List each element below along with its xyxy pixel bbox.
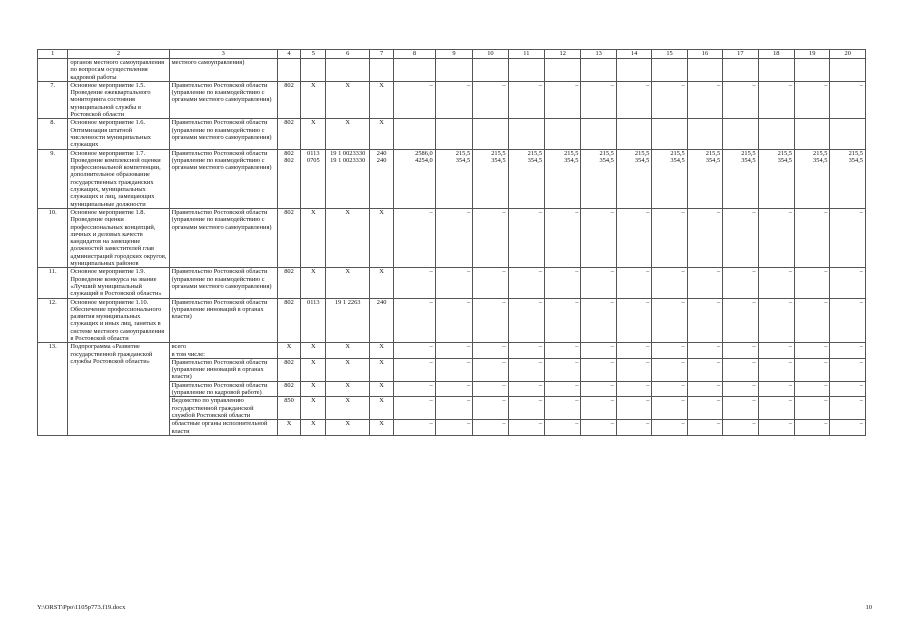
row-number-cell: 12. bbox=[38, 298, 68, 343]
executor-cell: Правительство Ростовской области (управление по кадровой работе) bbox=[169, 381, 277, 397]
amount-cell: 215,5 354,5 bbox=[758, 149, 794, 208]
amount-cell: – bbox=[616, 298, 651, 343]
amount-cell bbox=[652, 119, 687, 149]
amount-cell: – bbox=[723, 208, 758, 267]
amount-cell: – bbox=[473, 298, 508, 343]
amount-cell: – bbox=[830, 343, 866, 359]
column-number-header: 7 bbox=[369, 50, 393, 59]
amount-cell: – bbox=[616, 208, 651, 267]
amount-cell: 215,5 354,5 bbox=[830, 149, 866, 208]
table-row bbox=[38, 149, 866, 208]
amount-cell: – bbox=[795, 81, 830, 118]
executor-cell: Правительство Ростовской области (управление по взаимодействию с органами местного самоуправления) bbox=[169, 268, 277, 298]
target-article-cell: Х bbox=[326, 381, 370, 397]
amount-cell: – bbox=[581, 298, 616, 343]
target-article-cell: Х bbox=[326, 397, 370, 420]
column-number-header: 17 bbox=[723, 50, 758, 59]
amount-cell: – bbox=[435, 208, 472, 267]
amount-cell bbox=[758, 119, 794, 149]
amount-cell: – bbox=[394, 81, 436, 118]
amount-cell: – bbox=[473, 268, 508, 298]
empty-cell bbox=[277, 59, 300, 82]
row-number-cell: 7. bbox=[38, 81, 68, 118]
target-article-cell: Х bbox=[326, 119, 370, 149]
amount-cell: – bbox=[508, 397, 544, 420]
amount-cell: – bbox=[616, 343, 651, 359]
amount-cell: – bbox=[394, 343, 436, 359]
amount-cell: – bbox=[652, 420, 687, 436]
amount-cell: – bbox=[723, 81, 758, 118]
amount-cell: – bbox=[435, 358, 472, 381]
budget-code-cell: 802 bbox=[277, 119, 300, 149]
amount-cell bbox=[545, 119, 581, 149]
amount-cell: – bbox=[394, 298, 436, 343]
column-number-header: 1 bbox=[38, 50, 68, 59]
amount-cell bbox=[435, 119, 472, 149]
amount-cell: 215,5 354,5 bbox=[652, 149, 687, 208]
section-code-cell: 0113 bbox=[301, 298, 326, 343]
amount-cell: – bbox=[616, 420, 651, 436]
amount-cell: – bbox=[758, 298, 794, 343]
section-code-cell: Х bbox=[301, 358, 326, 381]
amount-cell: – bbox=[795, 298, 830, 343]
amount-cell: – bbox=[508, 298, 544, 343]
budget-code-cell: 850 bbox=[277, 397, 300, 420]
table-row bbox=[38, 208, 866, 267]
amount-cell bbox=[723, 119, 758, 149]
amount-cell: – bbox=[758, 381, 794, 397]
empty-cell bbox=[473, 59, 508, 82]
measure-name-cell: Основное мероприятие 1.6. Оптимизация штатной численности муниципальных служащих bbox=[68, 119, 169, 149]
column-number-header: 3 bbox=[169, 50, 277, 59]
amount-cell: – bbox=[581, 397, 616, 420]
amount-cell: – bbox=[581, 343, 616, 359]
amount-cell: – bbox=[758, 420, 794, 436]
column-number-header: 10 bbox=[473, 50, 508, 59]
amount-cell: – bbox=[545, 420, 581, 436]
column-number-row bbox=[38, 50, 866, 59]
executor-cell: областные органы исполнительной власти bbox=[169, 420, 277, 436]
amount-cell: – bbox=[545, 381, 581, 397]
expense-type-cell: 240 240 bbox=[369, 149, 393, 208]
empty-cell bbox=[723, 59, 758, 82]
column-number-header: 14 bbox=[616, 50, 651, 59]
amount-cell: – bbox=[687, 397, 722, 420]
amount-cell: – bbox=[758, 358, 794, 381]
amount-cell: – bbox=[652, 397, 687, 420]
amount-cell: – bbox=[435, 298, 472, 343]
column-number-header: 11 bbox=[508, 50, 544, 59]
empty-cell bbox=[545, 59, 581, 82]
measure-name-cell: органов местного самоуправления по вопросам осуществления кадровой работы bbox=[68, 59, 169, 82]
column-number-header: 13 bbox=[581, 50, 616, 59]
amount-cell: – bbox=[652, 358, 687, 381]
amount-cell: – bbox=[508, 358, 544, 381]
section-code-cell: Х bbox=[301, 343, 326, 359]
amount-cell: – bbox=[508, 381, 544, 397]
target-article-cell: 19 1 0023330 19 1 0023330 bbox=[326, 149, 370, 208]
executor-cell: Правительство Ростовской области (управление по взаимодействию с органами местного самоуправления) bbox=[169, 119, 277, 149]
empty-cell bbox=[758, 59, 794, 82]
empty-cell bbox=[508, 59, 544, 82]
amount-cell: – bbox=[581, 268, 616, 298]
amount-cell: – bbox=[473, 397, 508, 420]
amount-cell: – bbox=[652, 298, 687, 343]
amount-cell: – bbox=[687, 298, 722, 343]
section-code-cell: Х bbox=[301, 208, 326, 267]
executor-cell: Правительство Ростовской области (управление по взаимодействию с органами местного самоуправления) bbox=[169, 208, 277, 267]
amount-cell: – bbox=[394, 268, 436, 298]
amount-cell: – bbox=[687, 420, 722, 436]
amount-cell: 215,5 354,5 bbox=[795, 149, 830, 208]
target-article-cell: Х bbox=[326, 358, 370, 381]
executor-cell: Правительство Ростовской области (управление по взаимодействию с органами местного самоуправления) bbox=[169, 81, 277, 118]
executor-cell: Правительство Ростовской области (управление по взаимодействию с органами местного самоуправления) bbox=[169, 149, 277, 208]
table-row bbox=[38, 298, 866, 343]
expense-type-cell: Х bbox=[369, 81, 393, 118]
amount-cell bbox=[616, 119, 651, 149]
column-number-header: 9 bbox=[435, 50, 472, 59]
amount-cell: – bbox=[723, 420, 758, 436]
target-article-cell: Х bbox=[326, 268, 370, 298]
amount-cell: – bbox=[723, 343, 758, 359]
empty-cell bbox=[326, 59, 370, 82]
section-code-cell: Х bbox=[301, 119, 326, 149]
expense-type-cell: Х bbox=[369, 119, 393, 149]
column-number-header: 4 bbox=[277, 50, 300, 59]
expense-type-cell: Х bbox=[369, 343, 393, 359]
amount-cell: – bbox=[758, 81, 794, 118]
amount-cell: – bbox=[394, 397, 436, 420]
budget-code-cell: 802 bbox=[277, 81, 300, 118]
measure-name-cell: Основное мероприятие 1.9. Проведение конкурса на звание «Лучший муниципальный служащий в Ростовской области» bbox=[68, 268, 169, 298]
empty-cell bbox=[687, 59, 722, 82]
expense-type-cell: Х bbox=[369, 397, 393, 420]
budget-code-cell: 802 bbox=[277, 358, 300, 381]
amount-cell bbox=[687, 119, 722, 149]
expense-type-cell: Х bbox=[369, 381, 393, 397]
column-number-header: 18 bbox=[758, 50, 794, 59]
amount-cell: – bbox=[687, 208, 722, 267]
table-row bbox=[38, 268, 866, 298]
expense-type-cell: Х bbox=[369, 268, 393, 298]
amount-cell: – bbox=[830, 268, 866, 298]
amount-cell: – bbox=[723, 397, 758, 420]
budget-code-cell: Х bbox=[277, 420, 300, 436]
budget-code-cell: Х bbox=[277, 343, 300, 359]
continuation-row bbox=[38, 59, 866, 82]
amount-cell: 215,5 354,5 bbox=[687, 149, 722, 208]
empty-cell bbox=[616, 59, 651, 82]
amount-cell: – bbox=[723, 358, 758, 381]
target-article-cell: Х bbox=[326, 343, 370, 359]
column-number-header: 12 bbox=[545, 50, 581, 59]
amount-cell: – bbox=[394, 381, 436, 397]
amount-cell: 215,5 354,5 bbox=[723, 149, 758, 208]
amount-cell: – bbox=[616, 397, 651, 420]
page-number: 10 bbox=[865, 604, 872, 611]
executor-cell: Правительство Ростовской области (управление инноваций в органах власти) bbox=[169, 298, 277, 343]
amount-cell: – bbox=[723, 381, 758, 397]
executor-cell: местного самоуправления) bbox=[169, 59, 277, 82]
amount-cell: – bbox=[795, 381, 830, 397]
amount-cell: – bbox=[687, 381, 722, 397]
measure-name-cell: Основное мероприятие 1.10. Обеспечение профессионального развития муниципальных служащих и иных лиц, занятых в системе местного самоуправления в Ростовской области bbox=[68, 298, 169, 343]
amount-cell: – bbox=[616, 358, 651, 381]
amount-cell: – bbox=[581, 208, 616, 267]
column-number-header: 16 bbox=[687, 50, 722, 59]
amount-cell: – bbox=[723, 268, 758, 298]
amount-cell: – bbox=[652, 268, 687, 298]
empty-cell bbox=[394, 59, 436, 82]
amount-cell: – bbox=[435, 420, 472, 436]
amount-cell: – bbox=[581, 420, 616, 436]
measure-name-cell: Основное мероприятие 1.8. Проведение оценки профессиональных концепций, личных и деловых качеств кандидатов на замещение должностей заместителей глав администраций городских округов, муниципальных районов bbox=[68, 208, 169, 267]
column-number-header: 20 bbox=[830, 50, 866, 59]
amount-cell: – bbox=[545, 268, 581, 298]
table-row bbox=[38, 81, 866, 118]
empty-cell bbox=[301, 59, 326, 82]
amount-cell: – bbox=[545, 81, 581, 118]
amount-cell: 215,5 354,5 bbox=[616, 149, 651, 208]
section-code-cell: Х bbox=[301, 81, 326, 118]
amount-cell: – bbox=[508, 268, 544, 298]
expense-type-cell: Х bbox=[369, 358, 393, 381]
amount-cell: – bbox=[652, 343, 687, 359]
section-code-cell: Х bbox=[301, 420, 326, 436]
amount-cell: – bbox=[795, 343, 830, 359]
empty-cell bbox=[652, 59, 687, 82]
empty-cell bbox=[795, 59, 830, 82]
amount-cell: – bbox=[394, 208, 436, 267]
amount-cell: – bbox=[508, 343, 544, 359]
amount-cell bbox=[581, 119, 616, 149]
column-number-header: 19 bbox=[795, 50, 830, 59]
amount-cell: – bbox=[687, 268, 722, 298]
amount-cell bbox=[830, 119, 866, 149]
amount-cell: – bbox=[508, 81, 544, 118]
executor-cell: Ведомство по управлению государственной гражданской службой Ростовской области bbox=[169, 397, 277, 420]
amount-cell: – bbox=[758, 343, 794, 359]
amount-cell bbox=[795, 119, 830, 149]
amount-cell: – bbox=[687, 343, 722, 359]
amount-cell: – bbox=[830, 208, 866, 267]
amount-cell: – bbox=[473, 343, 508, 359]
amount-cell: – bbox=[795, 420, 830, 436]
empty-cell bbox=[369, 59, 393, 82]
amount-cell: 215,5 354,5 bbox=[508, 149, 544, 208]
expense-type-cell: Х bbox=[369, 420, 393, 436]
amount-cell: – bbox=[545, 343, 581, 359]
amount-cell: – bbox=[687, 358, 722, 381]
empty-cell bbox=[435, 59, 472, 82]
executor-cell: Правительство Ростовской области (управление инноваций в органах власти) bbox=[169, 358, 277, 381]
amount-cell: – bbox=[795, 358, 830, 381]
amount-cell: – bbox=[545, 358, 581, 381]
empty-cell bbox=[830, 59, 866, 82]
amount-cell: 2586,0 4254,0 bbox=[394, 149, 436, 208]
executor-cell: всего в том числе: bbox=[169, 343, 277, 359]
section-code-cell: Х bbox=[301, 381, 326, 397]
budget-code-cell: 802 bbox=[277, 381, 300, 397]
amount-cell: – bbox=[652, 208, 687, 267]
row-number-cell: 13. bbox=[38, 343, 68, 436]
amount-cell: – bbox=[830, 381, 866, 397]
amount-cell: – bbox=[830, 420, 866, 436]
amount-cell: – bbox=[581, 81, 616, 118]
expense-type-cell: Х bbox=[369, 208, 393, 267]
amount-cell: – bbox=[473, 208, 508, 267]
amount-cell: – bbox=[758, 208, 794, 267]
amount-cell: – bbox=[795, 208, 830, 267]
row-number-cell: 10. bbox=[38, 208, 68, 267]
amount-cell: – bbox=[687, 81, 722, 118]
measure-name-cell: Основное мероприятие 1.7. Проведение комплексной оценки профессиональной компетенции, дополнительное образование государственных гражданских служащих, муниципальных служащих и лиц, замещающих муниципальные должности bbox=[68, 149, 169, 208]
row-number-cell: 8. bbox=[38, 119, 68, 149]
amount-cell bbox=[473, 119, 508, 149]
program-table bbox=[37, 49, 866, 436]
budget-code-cell: 802 bbox=[277, 298, 300, 343]
amount-cell: – bbox=[581, 358, 616, 381]
amount-cell: – bbox=[435, 397, 472, 420]
amount-cell: 215,5 354,5 bbox=[435, 149, 472, 208]
column-number-header: 8 bbox=[394, 50, 436, 59]
section-code-cell: 0113 0705 bbox=[301, 149, 326, 208]
empty-cell bbox=[581, 59, 616, 82]
amount-cell: – bbox=[616, 381, 651, 397]
amount-cell: – bbox=[435, 81, 472, 118]
target-article-cell: Х bbox=[326, 208, 370, 267]
amount-cell: – bbox=[473, 420, 508, 436]
budget-code-cell: 802 bbox=[277, 208, 300, 267]
amount-cell: – bbox=[435, 343, 472, 359]
amount-cell: – bbox=[435, 381, 472, 397]
amount-cell: – bbox=[830, 298, 866, 343]
table-row bbox=[38, 343, 866, 359]
amount-cell: – bbox=[545, 397, 581, 420]
amount-cell: 215,5 354,5 bbox=[581, 149, 616, 208]
measure-name-cell: Основное мероприятие 1.5. Проведение ежеквартального мониторинга состояния муниципальной службы в Ростовской области bbox=[68, 81, 169, 118]
section-code-cell: Х bbox=[301, 268, 326, 298]
row-number-cell bbox=[38, 59, 68, 82]
amount-cell: 215,5 354,5 bbox=[545, 149, 581, 208]
amount-cell: – bbox=[508, 420, 544, 436]
amount-cell: – bbox=[830, 81, 866, 118]
target-article-cell: Х bbox=[326, 420, 370, 436]
amount-cell: – bbox=[394, 420, 436, 436]
amount-cell: – bbox=[545, 298, 581, 343]
table-row bbox=[38, 119, 866, 149]
amount-cell: – bbox=[394, 358, 436, 381]
amount-cell: – bbox=[473, 358, 508, 381]
amount-cell: – bbox=[758, 268, 794, 298]
amount-cell: – bbox=[473, 81, 508, 118]
budget-code-cell: 802 bbox=[277, 268, 300, 298]
column-number-header: 15 bbox=[652, 50, 687, 59]
row-number-cell: 9. bbox=[38, 149, 68, 208]
amount-cell: – bbox=[581, 381, 616, 397]
amount-cell: – bbox=[616, 268, 651, 298]
amount-cell: – bbox=[652, 81, 687, 118]
target-article-cell: Х bbox=[326, 81, 370, 118]
amount-cell: – bbox=[473, 381, 508, 397]
target-article-cell: 19 1 2263 bbox=[326, 298, 370, 343]
amount-cell: – bbox=[508, 208, 544, 267]
amount-cell: – bbox=[758, 397, 794, 420]
amount-cell: – bbox=[830, 397, 866, 420]
row-number-cell: 11. bbox=[38, 268, 68, 298]
expense-type-cell: 240 bbox=[369, 298, 393, 343]
column-number-header: 5 bbox=[301, 50, 326, 59]
file-path-footer: Y:\ORST\Ppo\1105p773.f19.docx bbox=[37, 604, 126, 611]
amount-cell bbox=[394, 119, 436, 149]
amount-cell: – bbox=[723, 298, 758, 343]
column-number-header: 6 bbox=[326, 50, 370, 59]
amount-cell: – bbox=[795, 268, 830, 298]
amount-cell: 215,5 354,5 bbox=[473, 149, 508, 208]
section-code-cell: Х bbox=[301, 397, 326, 420]
amount-cell: – bbox=[435, 268, 472, 298]
amount-cell bbox=[508, 119, 544, 149]
measure-name-cell: Подпрограмма «Развитие государственной гражданской службы Ростовской области» bbox=[68, 343, 169, 436]
amount-cell: – bbox=[795, 397, 830, 420]
column-number-header: 2 bbox=[68, 50, 169, 59]
budget-code-cell: 802 802 bbox=[277, 149, 300, 208]
amount-cell: – bbox=[652, 381, 687, 397]
amount-cell: – bbox=[616, 81, 651, 118]
amount-cell: – bbox=[545, 208, 581, 267]
amount-cell: – bbox=[830, 358, 866, 381]
